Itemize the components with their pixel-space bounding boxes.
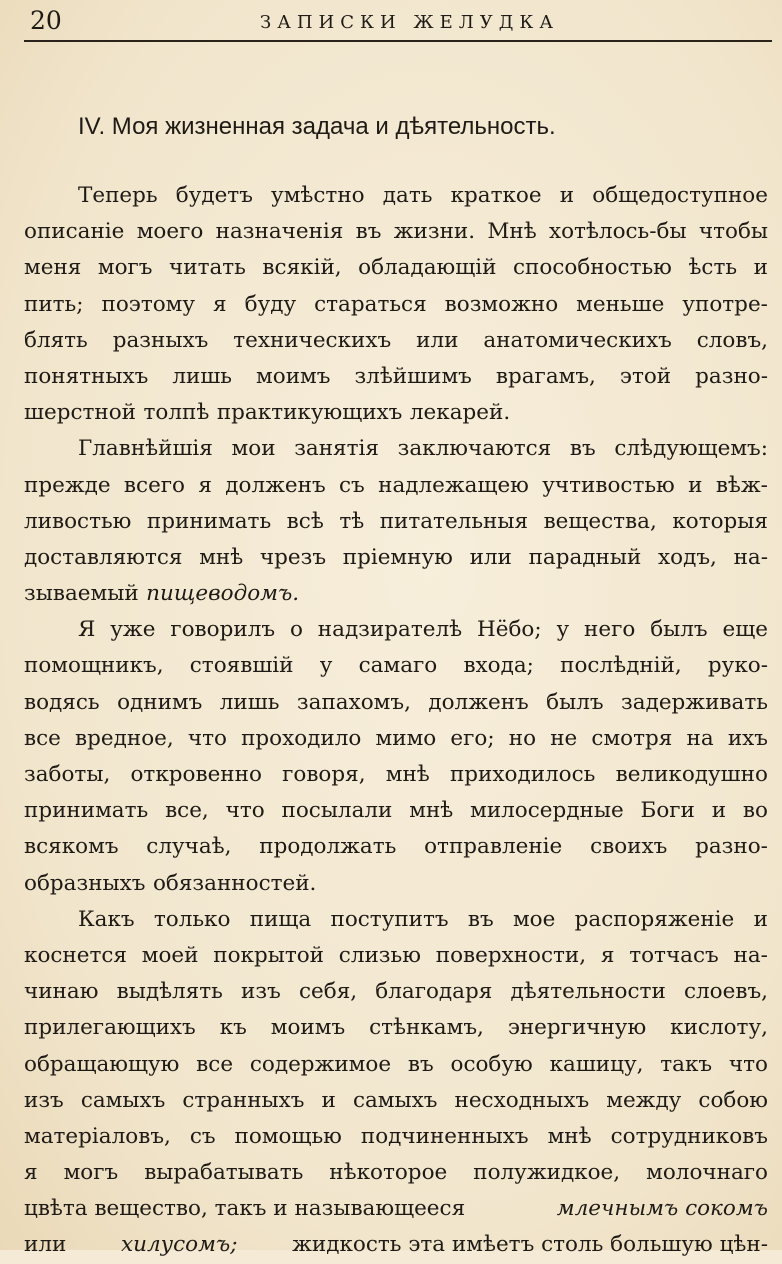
word: изъ [24, 1087, 64, 1113]
text-line [24, 395, 768, 431]
word: такъ [660, 1051, 713, 1077]
word: на [686, 725, 714, 751]
word: посылали [281, 798, 393, 824]
word: кислоту, [670, 1015, 768, 1041]
word: задерживать [621, 689, 768, 715]
word: приходилось [449, 762, 596, 787]
word: былъ [546, 689, 604, 715]
word: былъ [650, 617, 708, 643]
word: краткое [450, 183, 542, 208]
word: вѣж- [715, 472, 768, 498]
word: съ [339, 472, 365, 498]
word: коснется [24, 942, 127, 968]
word: матеріаловъ, [24, 1123, 171, 1149]
word: моимъ [256, 363, 331, 389]
word: принимать [24, 798, 149, 824]
word: занятія [294, 436, 379, 462]
word: вредное, [75, 725, 174, 751]
text-line [24, 540, 768, 576]
text-line [24, 1191, 768, 1227]
text-line [24, 214, 768, 250]
word: собою [698, 1087, 768, 1113]
word: я [24, 1160, 38, 1186]
word: мои [231, 436, 276, 462]
word: обязанностей. [152, 870, 317, 896]
word: говорилъ [170, 617, 276, 643]
word: дать [382, 183, 433, 208]
word: своихъ [590, 834, 668, 860]
word: самаго [358, 653, 438, 679]
word: и [753, 906, 768, 932]
word: его; [450, 725, 495, 751]
word: поэтому [101, 291, 196, 317]
word: умѣстно [271, 183, 365, 208]
word: тѣ [339, 508, 365, 534]
word: пріемную [342, 544, 453, 570]
word: у [556, 617, 570, 643]
word: могъ [63, 1160, 119, 1186]
word: блять [24, 327, 88, 353]
word: входа; [463, 653, 534, 679]
word: заключаются [397, 436, 552, 462]
word: парадный [528, 544, 642, 570]
word: нѣкоторое [329, 1160, 448, 1186]
word: хотѣлось-бы [548, 219, 687, 245]
word: изъ [241, 979, 281, 1005]
word: питательныя [379, 508, 529, 534]
text-line [24, 938, 768, 974]
word: пить; [24, 291, 84, 317]
word: однимъ [117, 689, 203, 715]
word: лишь [219, 689, 280, 715]
word: но [508, 725, 537, 751]
word: заботы, [24, 762, 111, 787]
word: благодаря [375, 979, 493, 1005]
word: стѣнкамъ, [369, 1015, 484, 1041]
word: выдѣлять [116, 979, 223, 1005]
word: ѣсть [688, 255, 738, 281]
word: къ [219, 1015, 247, 1041]
word: слоевъ, [683, 979, 768, 1005]
word: образныхъ [24, 870, 146, 896]
word: шерстной [24, 400, 137, 426]
word: злѣйшимъ [354, 363, 472, 389]
word: говоря, [282, 762, 366, 787]
word: мнѣ [409, 798, 454, 824]
word: назначенія [215, 219, 344, 245]
word: долженъ [225, 472, 326, 498]
word: содержимое [249, 1051, 392, 1077]
word: съ [189, 1123, 216, 1149]
word: все [24, 725, 61, 751]
text-line [24, 359, 768, 395]
word: или [469, 544, 512, 570]
text-fragment: жидкость эта имѣетъ столь большую цѣн- [292, 1232, 768, 1258]
word: буду [244, 291, 297, 317]
word: несходныхъ [454, 1087, 590, 1113]
word: ходъ, [658, 544, 717, 570]
word: подчиненныхъ [360, 1123, 529, 1149]
word: въ [467, 906, 494, 932]
word: запахомъ, [296, 689, 411, 715]
text-line [24, 1119, 768, 1155]
word: толпѣ [143, 400, 210, 426]
text-line [24, 1047, 768, 1083]
word: о [289, 617, 303, 643]
section-heading: IV. Моя жизненная задача и дѣятельность. [78, 113, 556, 140]
word: во [742, 798, 768, 824]
text-line [24, 829, 768, 865]
word: помощникъ, [24, 653, 164, 679]
word: всѣ [286, 508, 324, 534]
text-line [24, 793, 768, 829]
word: кашицу, [549, 1051, 644, 1077]
word: слѣдующемъ: [614, 436, 768, 462]
word: способностью [513, 255, 672, 281]
word: все, [165, 798, 209, 824]
text-line [24, 431, 768, 467]
word: мимо [375, 725, 437, 751]
word: мнѣ [385, 762, 430, 787]
word: случаѣ, [146, 834, 232, 860]
word: что [728, 1051, 768, 1077]
word: тотчасъ [629, 942, 719, 968]
italic-term: млечнымъ сокомъ [556, 1196, 768, 1222]
word: и [711, 798, 727, 824]
text-fragment: или [24, 1232, 67, 1258]
word: милосердные [470, 798, 624, 824]
word: разныхъ [112, 327, 209, 353]
running-head [24, 4, 764, 38]
text-line [24, 1083, 768, 1119]
word: ливостью [24, 508, 132, 534]
word: великодушно [615, 762, 768, 787]
word: не [550, 725, 578, 751]
text-line [24, 504, 768, 540]
word: я [213, 291, 227, 317]
word: стараться [314, 291, 427, 317]
header-rule [24, 40, 772, 42]
word: лишь [172, 363, 233, 389]
word: особую [450, 1051, 533, 1077]
word: понятныхъ [24, 363, 149, 389]
word: описаніе [24, 219, 125, 245]
word: что [187, 725, 227, 751]
text-line [24, 250, 768, 286]
word: продолжать [259, 834, 397, 860]
word: или [416, 327, 459, 353]
word: покрытой [213, 942, 325, 968]
text-line [24, 721, 768, 757]
word: пища [249, 906, 312, 932]
word: моего [136, 219, 204, 245]
word: откровенно [130, 762, 262, 787]
word: техническихъ [233, 327, 392, 353]
word: водясь [24, 689, 100, 715]
text-line [24, 974, 768, 1010]
word: помощью [234, 1123, 342, 1149]
word: всякомъ [24, 834, 119, 860]
word: возможно [444, 291, 559, 317]
word: читать [169, 255, 246, 281]
text-line [24, 576, 768, 612]
word: жизни. [393, 219, 476, 245]
word: моимъ [270, 1015, 346, 1041]
word: только [153, 906, 231, 932]
word: прежде [24, 472, 111, 498]
text-line [24, 902, 768, 938]
word: себя, [298, 979, 358, 1005]
word: слизью [338, 942, 421, 968]
word: отправленіе [424, 834, 563, 860]
running-title: ЗАПИСКИ ЖЕЛУДКА [260, 12, 559, 33]
word: молочнаго [646, 1160, 768, 1186]
word: и [559, 183, 575, 208]
word: вырабатывать [144, 1160, 304, 1186]
word: странныхъ [182, 1087, 305, 1113]
word: меньше [576, 291, 665, 317]
word: долженъ [428, 689, 529, 715]
text-line [24, 1155, 768, 1191]
text-line [24, 178, 768, 214]
word: еще [722, 617, 768, 643]
word: въ [355, 219, 382, 245]
word: вещества, [543, 508, 657, 534]
word: обращающую [24, 1051, 180, 1077]
word: на- [733, 544, 768, 570]
word: употре- [682, 291, 768, 317]
word: лекарей. [409, 400, 511, 426]
word: обладающій [358, 255, 497, 281]
text-line [24, 468, 768, 504]
italic-term: хилусомъ; [120, 1232, 238, 1258]
word: самыхъ [80, 1087, 166, 1113]
text-line [24, 866, 768, 902]
word: что [225, 798, 265, 824]
word: Боги [640, 798, 695, 824]
word: разно- [695, 363, 768, 389]
word: учтивостью [542, 472, 675, 498]
word: врагамъ, [495, 363, 596, 389]
word: руко- [707, 653, 768, 679]
word: которыя [672, 508, 768, 534]
text-line [24, 287, 768, 323]
word: общедоступное [592, 183, 768, 208]
word: практикующихъ [216, 400, 403, 426]
word: я [198, 472, 212, 498]
word: и [321, 1087, 336, 1113]
word: проходило [241, 725, 362, 751]
word: чинаю [24, 979, 99, 1005]
word: дѣятельности [510, 979, 666, 1005]
word: на- [733, 942, 768, 968]
text-line [24, 323, 768, 359]
word: доставляются [24, 544, 183, 570]
word: всякій, [262, 255, 342, 281]
text-line [24, 1010, 768, 1046]
text-line [24, 1227, 768, 1263]
word: энергичную [507, 1015, 647, 1041]
word: прилегающихъ [24, 1015, 196, 1041]
word: могъ [97, 255, 153, 281]
word: этой [619, 363, 672, 389]
word: Мнѣ [487, 219, 537, 245]
word: у [319, 653, 333, 679]
word: словъ, [696, 327, 768, 353]
word: поступитъ [330, 906, 449, 932]
word: всего [123, 472, 185, 498]
word: и [753, 255, 768, 281]
word: разно- [695, 834, 768, 860]
word: анатомическихъ [483, 327, 672, 353]
word: между [606, 1087, 682, 1113]
word: самыхъ [352, 1087, 438, 1113]
word: чрезъ [259, 544, 327, 570]
text-line [24, 648, 768, 684]
word: будетъ [175, 183, 253, 208]
word: полужидкое, [473, 1160, 621, 1186]
text-line [24, 612, 768, 648]
word: поверхности, [435, 942, 587, 968]
word: мнѣ [199, 544, 244, 570]
word: принимать [146, 508, 272, 534]
italic-term: пищеводомъ. [146, 581, 300, 607]
word: послѣдній, [560, 653, 682, 679]
word: уже [110, 617, 156, 643]
word: въ [569, 436, 596, 462]
word: него [584, 617, 636, 643]
text-line [24, 757, 768, 793]
word: сотрудниковъ [610, 1123, 768, 1149]
word: въ [407, 1051, 434, 1077]
body-text [24, 178, 768, 1264]
word: стоявшій [189, 653, 294, 679]
text-line [24, 685, 768, 721]
word: Главнѣйшія [78, 436, 213, 462]
word: надлежащею [378, 472, 529, 498]
word: все [196, 1051, 234, 1077]
word: я [600, 942, 615, 968]
word: Какъ [78, 906, 135, 932]
word: распоряженіе [574, 906, 735, 932]
word: Теперь [78, 183, 158, 208]
word: Я [78, 617, 96, 643]
word: надзирателѣ [317, 617, 463, 643]
text-fragment: цвѣта вещество, такъ и называющееся [24, 1196, 466, 1222]
word: мнѣ [547, 1123, 592, 1149]
word: и [688, 472, 703, 498]
text-fragment: зываемый [24, 581, 139, 607]
page-number: 20 [30, 6, 62, 35]
word: ихъ [727, 725, 768, 751]
word: Нёбо; [476, 617, 542, 643]
word: чтобы [698, 219, 768, 245]
word: моей [141, 942, 199, 968]
word: мое [512, 906, 556, 932]
word: смотря [591, 725, 673, 751]
word: меня [24, 255, 82, 281]
